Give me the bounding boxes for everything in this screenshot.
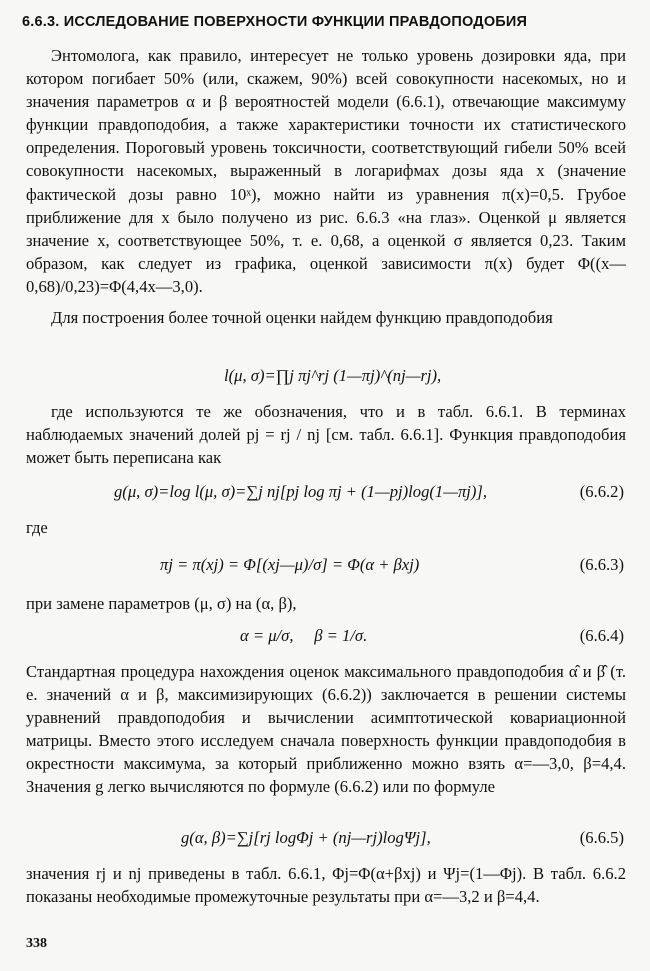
paragraph-where: где bbox=[26, 518, 48, 537]
paragraph-substitution: при замене параметров (μ, σ) на (α, β), bbox=[26, 594, 297, 613]
equation-6-6-4 bbox=[26, 624, 626, 648]
paragraph-notation: где используются те же обозначения, что и в табл. 6.6.1. В терминах наблюдаемых значений долей pj = rj / nj [см. табл. 6.6.1]. Функция правдоподобия может быть переписана как bbox=[26, 402, 626, 468]
equation-6-6-2 bbox=[26, 480, 626, 504]
equation-likelihood-formula: l(μ, σ)=∏j πj^rj (1—πj)^(nj—rj), bbox=[224, 366, 442, 385]
equation-6-6-5 bbox=[26, 826, 626, 850]
equation-6-6-4-formula: α = μ/σ, β = 1/σ. bbox=[240, 626, 368, 645]
equation-number: (6.6.3) bbox=[579, 555, 624, 574]
equation-6-6-3 bbox=[26, 553, 626, 577]
equation-number: (6.6.4) bbox=[579, 626, 624, 645]
paragraph-table-reference: значения rj и nj приведены в табл. 6.6.1, Φj=Φ(α+βxj) и Ψj=(1—Φj). В табл. 6.6.2 показаны необходимые промежуточные результаты при α=—3,2 и β=4,4. bbox=[26, 864, 626, 907]
equation-6-6-5-formula: g(α, β)=∑j[rj logΦj + (nj—rj)logΨj], bbox=[181, 828, 431, 847]
equation-likelihood bbox=[26, 364, 626, 388]
paragraph-intro: Энтомолога, как правило, интересует не только уровень дозировки яда, при котором погибает 50% (или, скажем, 90%) всей совокупности насекомых, но и значения параметров α и β вероятностей модели (6.6.1), отвечающие максимуму функции правдоподобия, а также характеристики точности их статистического определения. Пороговый уровень токсичности, соответствующий гибели 50% всей совокупности насекомых, выраженный в логарифмах дозы яда x (значение фактической дозы равно 10ˣ), можно найти из уравнения π(x)=0,5. Грубое приближение для x было получено из рис. 6.6.3 «на глаз». Оценкой μ является значение x, соответствующее 50%, т. е. 0,68, а оценкой σ является 0,23. Таким образом, как следует из графика, оценкой зависимости π(x) будет Φ((x—0,68)/0,23)=Φ(4,4x—3,0). bbox=[26, 46, 626, 296]
paragraph-likelihood-intro: Для построения более точной оценки найдем функцию правдоподобия bbox=[51, 308, 553, 327]
section-heading: 6.6.3. ИССЛЕДОВАНИЕ ПОВЕРХНОСТИ ФУНКЦИИ ПРАВДОПОДОБИЯ bbox=[22, 14, 528, 30]
equation-number: (6.6.2) bbox=[579, 482, 624, 501]
paragraph-procedure: Стандартная процедура нахождения оценок максимального правдоподобия α̂ и β̂ (т. е. значений α и β, максимизирующих (6.6.2)) заключается в решении системы уравнений правдоподобия и вычислении асимптотической ковариационной матрицы. Вместо этого исследуем сначала поверхность функции правдоподобия в окрестности максимума, за который приближенно можно взять α=—3,0, β=4,4. Значения g легко вычисляются по формуле (6.6.2) или по формуле bbox=[26, 662, 626, 797]
equation-6-6-3-formula: πj = π(xj) = Φ[(xj—μ)/σ] = Φ(α + βxj) bbox=[160, 555, 420, 574]
equation-number: (6.6.5) bbox=[579, 828, 624, 847]
equation-6-6-2-formula: g(μ, σ)=log l(μ, σ)=∑j nj[pj log πj + (1—pj)log(1—πj)], bbox=[114, 482, 488, 501]
page-number: 338 bbox=[26, 936, 47, 951]
